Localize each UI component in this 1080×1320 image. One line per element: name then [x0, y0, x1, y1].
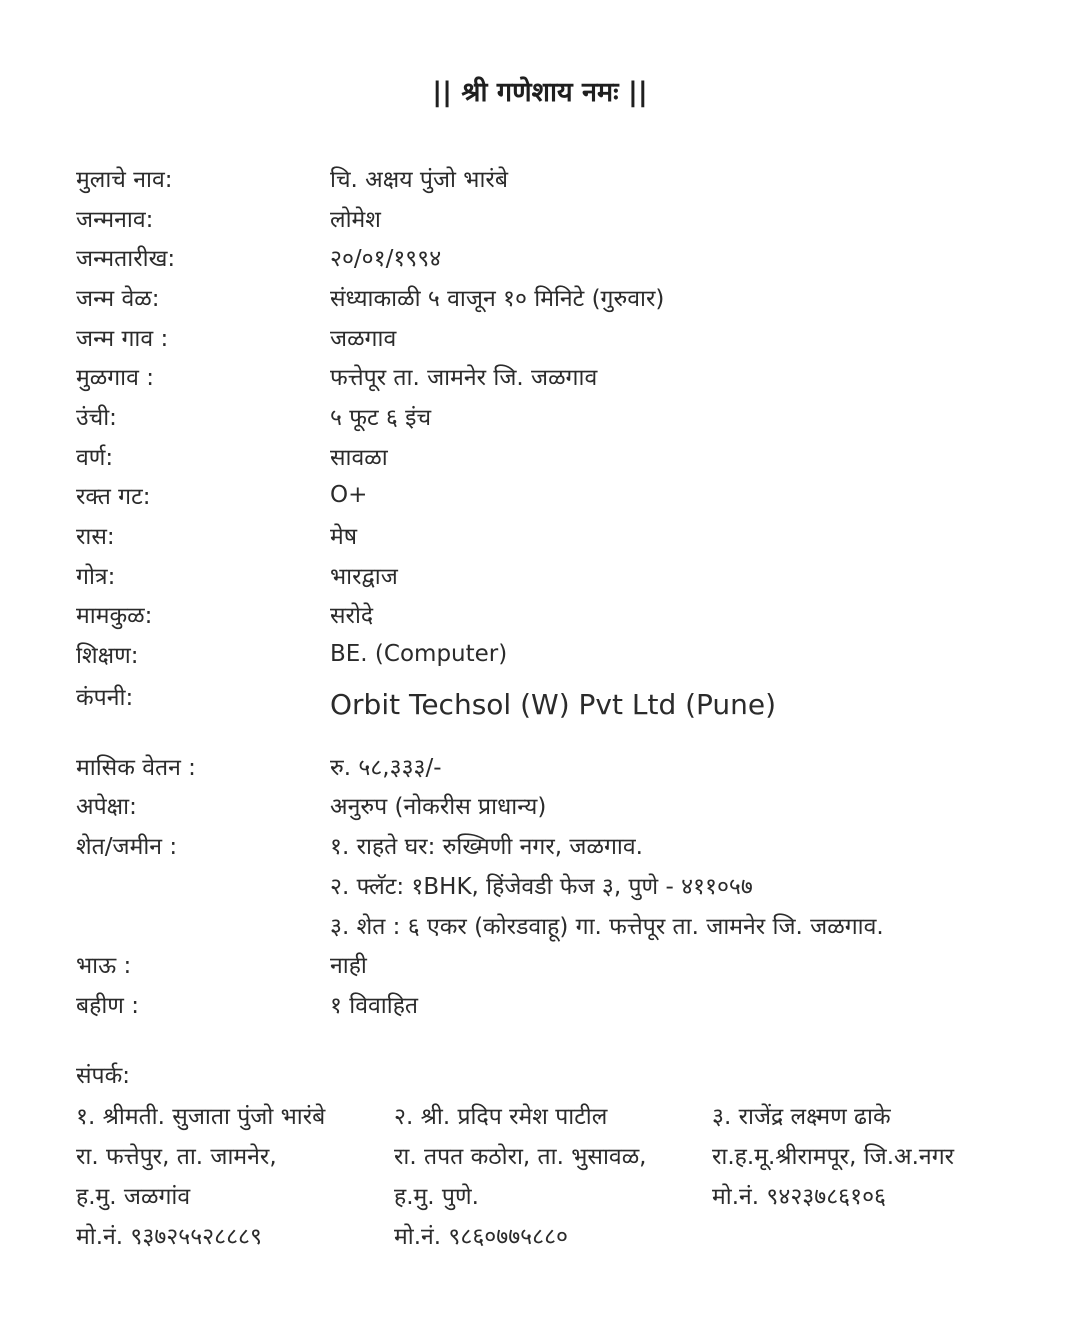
property-line: २. फ्लॅट: १BHK, हिंजेवडी फेज ३, पुणे - ४११०५७	[330, 873, 753, 900]
detail-row-birth-name	[76, 198, 1036, 238]
detail-value: १ विवाहित	[330, 992, 419, 1019]
contact-address: ह.मु. पुणे.	[394, 1184, 479, 1210]
detail-row-salary	[76, 746, 1036, 786]
detail-label: जन्मनाव:	[76, 206, 154, 233]
detail-label: मासिक वेतन :	[76, 754, 196, 781]
detail-label: रक्त गट:	[76, 484, 151, 511]
contact-phone: मो.नं. ९३७२५५२८८८९	[76, 1224, 262, 1250]
contact-card	[394, 1095, 712, 1255]
detail-value: फत्तेपूर ता. जामनेर जि. जळगाव	[330, 365, 598, 392]
contact-list	[76, 1095, 1006, 1255]
detail-row-birth-date	[76, 237, 1036, 277]
detail-row-gotra	[76, 555, 1036, 595]
contact-address: ह.मु. जळगांव	[76, 1184, 191, 1210]
contact-address: रा. तपत कठोरा, ता. भुसावळ,	[394, 1144, 647, 1170]
detail-row-company	[76, 674, 1036, 746]
detail-row-native-place	[76, 356, 1036, 396]
contact-name: १. श्रीमती. सुजाता पुंजो भारंबे	[76, 1104, 326, 1130]
detail-row-education	[76, 634, 1036, 674]
detail-value: चि. अक्षय पुंजो भारंबे	[330, 166, 508, 193]
details-list	[76, 158, 1036, 1024]
detail-value: संध्याकाळी ५ वाजून १० मिनिटे (गुरुवार)	[330, 285, 665, 312]
detail-row-complexion	[76, 436, 1036, 476]
contact-address: रा. फत्तेपुर, ता. जामनेर,	[76, 1144, 277, 1170]
contact-address: रा.ह.मू.श्रीरामपूर, जि.अ.नगर	[712, 1144, 955, 1170]
detail-row-expectation	[76, 786, 1036, 826]
detail-value: Orbit Techsol (W) Pvt Ltd (Pune)	[330, 687, 777, 721]
detail-value: सावळा	[330, 444, 388, 471]
detail-row-property	[76, 825, 1036, 944]
detail-row-brother	[76, 944, 1036, 984]
property-line: १. राहते घर: रुख्मिणी नगर, जळगाव.	[330, 834, 643, 861]
detail-label: जन्म वेळ:	[76, 285, 160, 312]
detail-row-blood-group	[76, 476, 1036, 516]
contact-name: ३. राजेंद्र लक्ष्मण ढाके	[712, 1104, 891, 1130]
detail-value: जळगाव	[330, 325, 397, 352]
detail-value: सरोदे	[330, 603, 374, 630]
detail-label: शिक्षण:	[76, 643, 139, 670]
detail-value: रु. ५८,३३३/-	[330, 754, 442, 781]
property-lines	[330, 825, 1036, 944]
detail-value: BE. (Computer)	[330, 641, 508, 668]
detail-row-birth-time	[76, 277, 1036, 317]
detail-value: लोमेश	[330, 206, 381, 233]
contact-card	[712, 1095, 1006, 1255]
detail-label: बहीण :	[76, 992, 139, 1019]
detail-label: अपेक्षा:	[76, 794, 137, 821]
contact-heading: संपर्क:	[76, 1063, 131, 1089]
detail-row-maternal-clan	[76, 595, 1036, 635]
detail-value: मेष	[330, 524, 358, 551]
detail-row-zodiac	[76, 515, 1036, 555]
detail-label: रास:	[76, 524, 115, 551]
contact-phone: मो.नं. ९४२३७८६१०६	[712, 1184, 887, 1210]
page-heading: || श्री गणेशाय नमः ||	[432, 77, 648, 108]
detail-label: मुलाचे नाव:	[76, 166, 173, 193]
contact-card	[76, 1095, 394, 1255]
detail-label: उंची:	[76, 404, 117, 431]
detail-label: मामकुळ:	[76, 603, 153, 630]
contact-name: २. श्री. प्रदिप रमेश पाटील	[394, 1104, 608, 1130]
detail-value: भारद्वाज	[330, 563, 398, 590]
detail-value: अनुरुप (नोकरीस प्राधान्य)	[330, 794, 547, 821]
detail-label: जन्म गाव :	[76, 325, 169, 352]
detail-label: कंपनी:	[76, 684, 134, 711]
detail-row-birth-place	[76, 317, 1036, 357]
detail-label: जन्मतारीख:	[76, 246, 176, 273]
detail-value: २०/०१/१९९४	[330, 246, 442, 273]
detail-row-name	[76, 158, 1036, 198]
property-line: ३. शेत : ६ एकर (कोरडवाहू) गा. फत्तेपूर ता. जामनेर जि. जळगाव.	[330, 913, 884, 940]
detail-value: नाही	[330, 953, 367, 980]
contact-phone: मो.नं. ९८६०७७५८८०	[394, 1224, 569, 1250]
detail-label: वर्ण:	[76, 444, 114, 471]
detail-label: भाऊ :	[76, 953, 132, 980]
detail-label: मुळगाव :	[76, 365, 154, 392]
detail-value: O+	[330, 482, 368, 509]
detail-value: ५ फूट ६ इंच	[330, 404, 432, 431]
detail-row-sister	[76, 984, 1036, 1024]
detail-label: गोत्र:	[76, 563, 116, 590]
detail-row-height	[76, 396, 1036, 436]
detail-label: शेत/जमीन :	[76, 834, 178, 861]
